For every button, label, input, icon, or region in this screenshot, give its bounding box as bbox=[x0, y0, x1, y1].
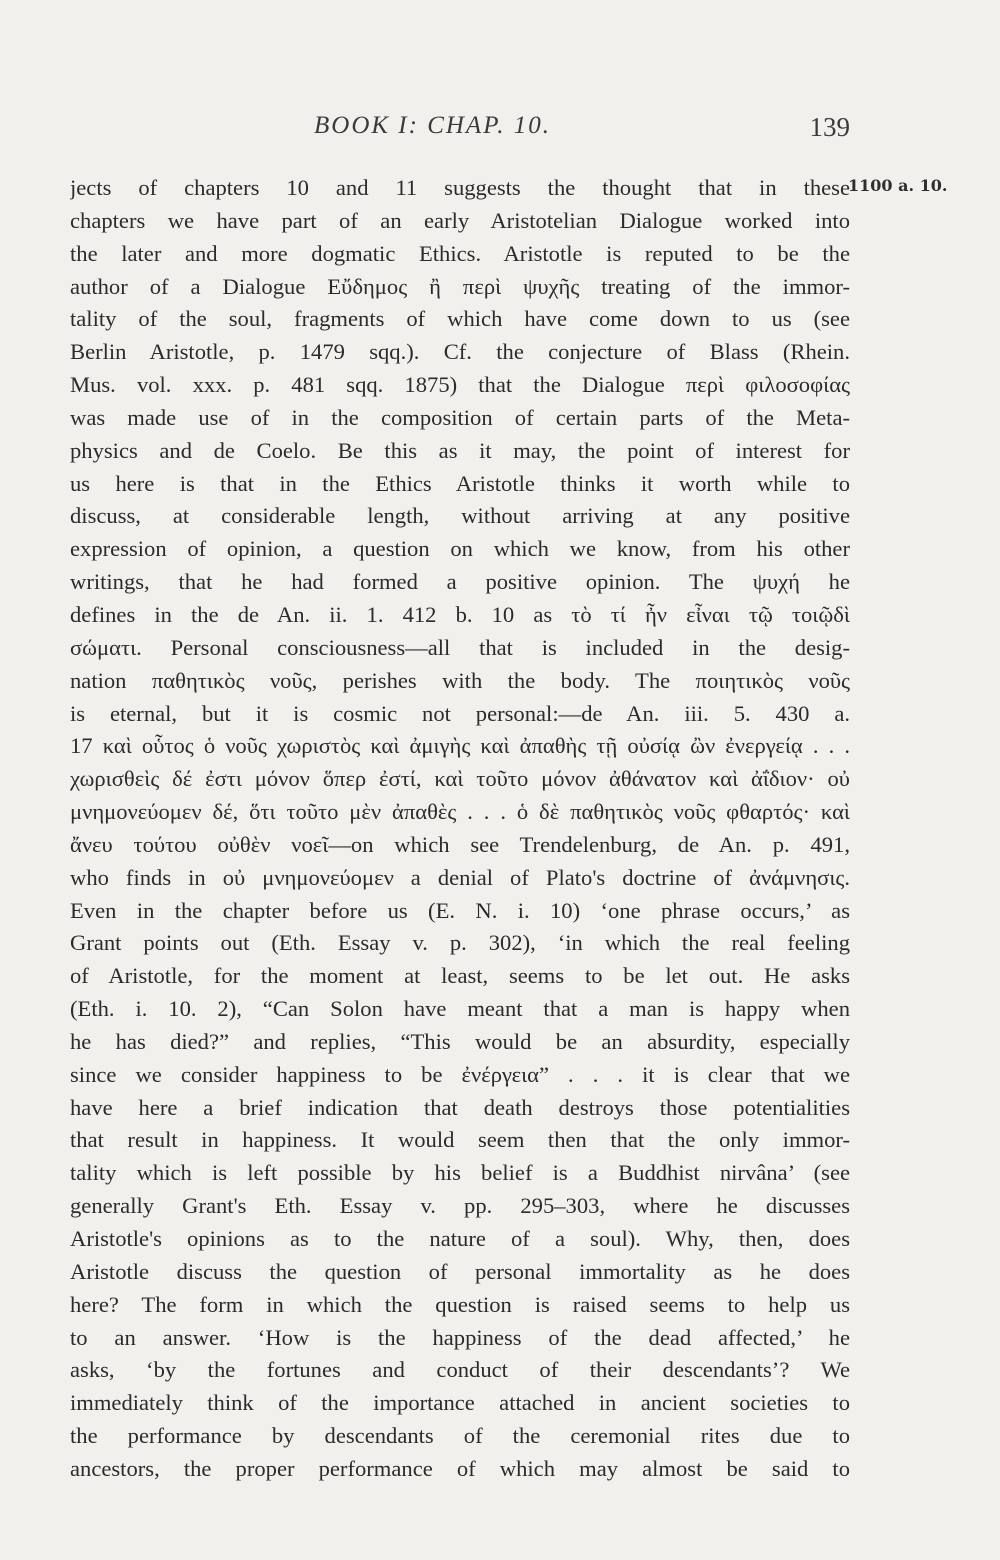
text-line: physics and de Coelo. Be this as it may, the point of interest for bbox=[70, 437, 850, 463]
text-line: jects of chapters 10 and 11 suggests the thought that in these bbox=[70, 175, 850, 200]
text-line: he has died?” and replies, “This would be an absurdity, especially bbox=[70, 1028, 850, 1054]
text-line: χωρισθεὶς δέ ἐστι μόνον ὅπερ ἐστί, καὶ τοῦτο μόνον ἀθάνατον καὶ ἀΐδιον· οὐ bbox=[70, 766, 850, 792]
text-line: writings, that he had formed a positive opinion. The ψυχή he bbox=[70, 569, 850, 595]
running-head: BOOK I: CHAP. 10. bbox=[314, 112, 552, 139]
text-line: Aristotle's opinions as to the nature of a soul). Why, then, does bbox=[70, 1226, 850, 1251]
text-line: to an answer. ‘How is the happiness of the dead affected,’ he bbox=[70, 1324, 850, 1350]
text-line: of Aristotle, for the moment at least, seems to be let out. He asks bbox=[70, 963, 850, 989]
page-header bbox=[70, 112, 850, 152]
text-line: defines in the de An. ii. 1. 412 b. 10 as τὸ τί ἦν εἶναι τῷ τοιῷδὶ bbox=[70, 601, 850, 627]
text-line: asks, ‘by the fortunes and conduct of their descendants’? We bbox=[70, 1357, 850, 1383]
text-line: expression of opinion, a question on which we know, from his other bbox=[70, 536, 850, 562]
text-line: nation παθητικὸς νοῦς, perishes with the body. The ποιητικὸς νοῦς bbox=[70, 667, 850, 693]
text-line: Aristotle discuss the question of personal immortality as he does bbox=[70, 1258, 850, 1284]
text-line: here? The form in which the question is raised seems to help us bbox=[70, 1291, 850, 1317]
text-line: generally Grant's Eth. Essay v. pp. 295–303, where he discusses bbox=[70, 1193, 850, 1219]
text-line: σώματι. Personal consciousness—all that is included in the desig- bbox=[70, 634, 850, 660]
text-line: who finds in οὐ μνημονεύομεν a denial of Plato's doctrine of ἀνάμνησις. bbox=[70, 864, 850, 890]
text-line: 17 καὶ οὗτος ὁ νοῦς χωριστὸς καὶ ἀμιγὴς καὶ ἀπαθὴς τῇ οὐσίᾳ ὢν ἐνεργείᾳ . . . bbox=[70, 733, 850, 759]
text-line: tality which is left possible by his belief is a Buddhist nirvâna’ (see bbox=[70, 1160, 850, 1186]
text-line: discuss, at considerable length, without arriving at any positive bbox=[70, 503, 850, 529]
text-line: Mus. vol. xxx. p. 481 sqq. 1875) that the Dialogue περὶ φιλοσοφίας bbox=[70, 372, 850, 398]
text-line: tality of the soul, fragments of which have come down to us (see bbox=[70, 306, 850, 332]
margin-reference: 1100 a. 10. bbox=[848, 176, 948, 195]
text-line: have here a brief indication that death destroys those potentialities bbox=[70, 1094, 850, 1120]
text-line: Grant points out (Eth. Essay v. p. 302), ‘in which the real feeling bbox=[70, 930, 850, 956]
page-number: 139 bbox=[809, 112, 850, 142]
text-line: Berlin Aristotle, p. 1479 sqq.). Cf. the conjecture of Blass (Rhein. bbox=[70, 339, 850, 365]
text-line: ἄνευ τούτου οὐθὲν νοεῖ—on which see Trendelenburg, de An. p. 491, bbox=[70, 831, 850, 857]
text-line: author of a Dialogue Εὔδημος ἢ περὶ ψυχῆς treating of the immor- bbox=[70, 273, 850, 299]
text-line: us here is that in the Ethics Aristotle thinks it worth while to bbox=[70, 470, 850, 496]
text-line: that result in happiness. It would seem then that the only immor- bbox=[70, 1127, 850, 1153]
text-line: since we consider happiness to be ἐνέργεια” . . . it is clear that we bbox=[70, 1061, 850, 1087]
text-line: ancestors, the proper performance of which may almost be said to bbox=[70, 1455, 850, 1481]
text-line: (Eth. i. 10. 2), “Can Solon have meant that a man is happy when bbox=[70, 996, 850, 1022]
body-text bbox=[70, 172, 850, 1486]
text-line: immediately think of the importance attached in ancient societies to bbox=[70, 1390, 850, 1416]
text-line: was made use of in the composition of certain parts of the Meta- bbox=[70, 404, 850, 430]
text-line: the performance by descendants of the ceremonial rites due to bbox=[70, 1423, 850, 1449]
text-line: is eternal, but it is cosmic not personal:—de An. iii. 5. 430 a. bbox=[70, 700, 850, 726]
text-line: Even in the chapter before us (E. N. i. 10) ‘one phrase occurs,’ as bbox=[70, 897, 850, 923]
text-line: chapters we have part of an early Aristotelian Dialogue worked into bbox=[70, 207, 850, 233]
text-line: μνημονεύομεν δέ, ὅτι τοῦτο μὲν ἀπαθὲς . . . ὁ δὲ παθητικὸς νοῦς φθαρτός· καὶ bbox=[70, 799, 850, 825]
text-line: the later and more dogmatic Ethics. Aristotle is reputed to be the bbox=[70, 240, 850, 266]
